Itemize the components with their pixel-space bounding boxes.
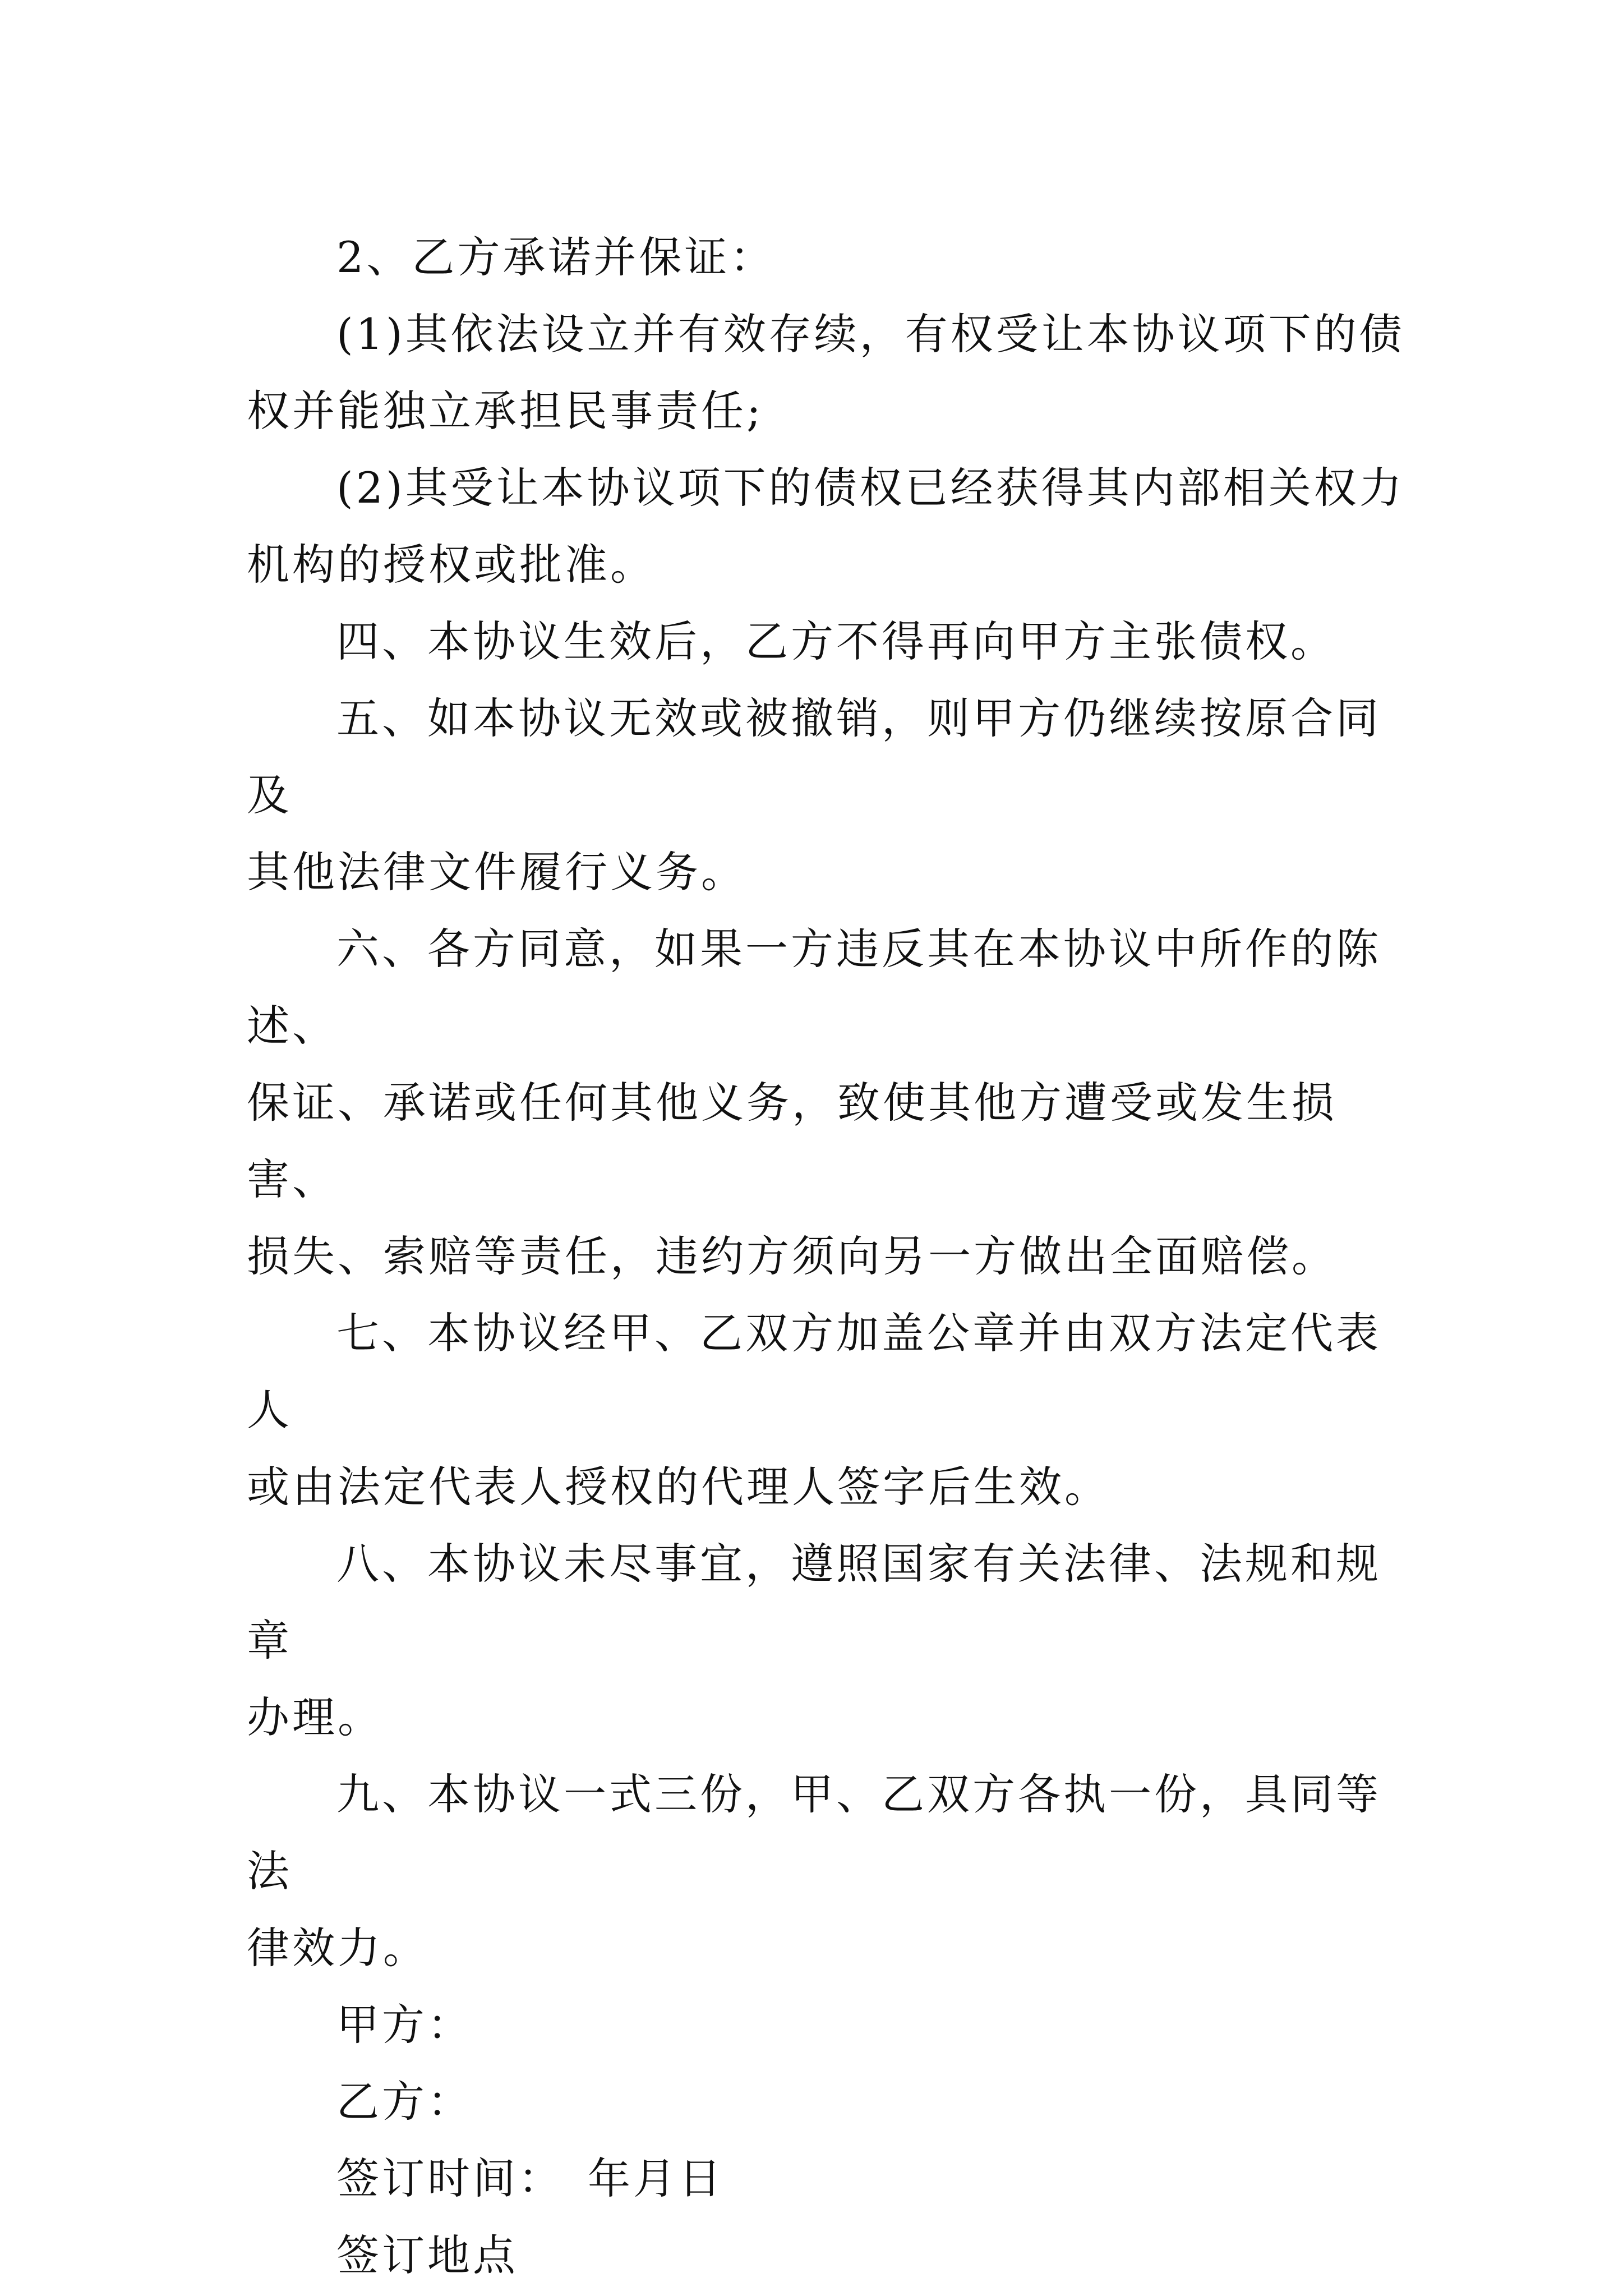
text-line: 2、乙方承诺并保证： <box>336 232 776 282</box>
text-line: 六、各方同意，如果一方违反其在本协议中所作的陈述、 <box>247 924 1381 1051</box>
text-line: 五、如本协议无效或被撤销，则甲方仍继续按原合同及 <box>247 693 1381 820</box>
text-line: (2)其受让本协议项下的债权已经获得其内部相关权力 <box>336 463 1405 513</box>
text-line: 其他法律文件履行义务。 <box>247 847 746 897</box>
text-line: 四、本协议生效后，乙方不得再向甲方主张债权。 <box>336 616 1336 666</box>
text-line: 保证、承诺或任何其他义务，致使其他方遭受或发生损害、 <box>247 1078 1337 1204</box>
party-a-label: 甲方： <box>336 2000 473 2050</box>
text-line: 损失、索赔等责任，违约方须向另一方做出全面赔偿。 <box>247 1231 1337 1281</box>
party-b-label: 乙方： <box>336 2077 473 2127</box>
text-line: 律效力。 <box>247 1923 428 1973</box>
signing-date-label: 签订时间： 年月日 <box>336 2154 724 2203</box>
text-line: 九、本协议一式三份，甲、乙双方各执一份，具同等法 <box>247 1769 1381 1896</box>
text-line: 办理。 <box>247 1692 383 1742</box>
text-line: 八、本协议未尽事宜，遵照国家有关法律、法规和规章 <box>247 1539 1381 1665</box>
text-line: 七、本协议经甲、乙双方加盖公章并由双方法定代表人 <box>247 1308 1381 1435</box>
document-body <box>247 219 1413 2294</box>
signing-place-label: 签订地点 <box>336 2230 518 2280</box>
text-line: 或由法定代表人授权的代理人签字后生效。 <box>247 1462 1110 1512</box>
text-line: (1)其依法设立并有效存续，有权受让本协议项下的债 <box>336 309 1405 359</box>
text-line: 权并能独立承担民事责任; <box>247 386 764 436</box>
text-line: 机构的授权或批准。 <box>247 540 656 590</box>
